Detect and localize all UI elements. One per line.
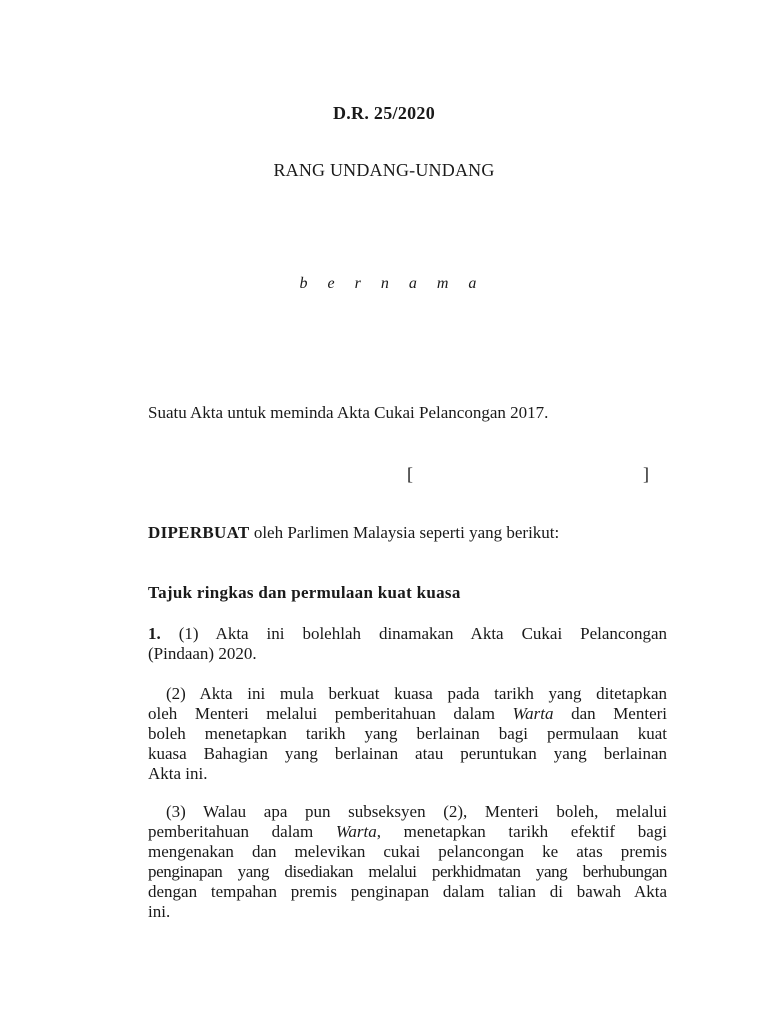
- enacting-rest: oleh Parlimen Malaysia seperti yang berikut:: [249, 523, 560, 542]
- close-bracket: ]: [643, 464, 649, 484]
- subsection-1-text: (1) Akta ini bolehlah dinamakan Akta Cukai Pelancongan: [160, 624, 667, 643]
- sub2-line-5: Akta ini.: [148, 764, 208, 783]
- section-number: 1.: [148, 624, 161, 643]
- sub2-line-1: (2) Akta ini mula berkuat kuasa pada tarikh yang ditetapkan: [166, 684, 667, 703]
- long-title: Suatu Akta untuk meminda Akta Cukai Pelancongan 2017.: [148, 403, 549, 422]
- warta-italic: Warta: [335, 822, 377, 841]
- sub3-line-5: dengan tempahan premis penginapan dalam talian di bawah Akta: [148, 882, 667, 901]
- sub2-line-2-a: oleh Menteri melalui pemberitahuan dalam: [148, 704, 513, 723]
- section-1-subsection-3: [148, 802, 667, 922]
- sub2-line-3: boleh menetapkan tarikh yang berlainan bagi permulaan kuat: [148, 724, 667, 743]
- section-heading: Tajuk ringkas dan permulaan kuat kuasa: [148, 583, 461, 602]
- sub3-line-4: penginapan yang disediakan melalui perkhidmatan yang berhubungan: [148, 862, 667, 881]
- bernama-label: b e r n a m a: [299, 275, 485, 292]
- warta-italic: Warta: [512, 704, 554, 723]
- bill-number: D.R. 25/2020: [332, 103, 436, 123]
- sub3-line-3: mengenakan dan melevikan cukai pelancongan ke atas premis: [148, 842, 667, 861]
- section-1-subsection-1: [148, 624, 667, 664]
- section-1-subsection-2: [148, 684, 667, 784]
- date-brackets: [407, 464, 649, 484]
- bill-type-heading: RANG UNDANG-UNDANG: [273, 160, 495, 180]
- sub3-line-1: (3) Walau apa pun subseksyen (2), Menteri boleh, melalui: [166, 802, 667, 821]
- sub2-line-4: kuasa Bahagian yang berlainan atau peruntukan yang berlainan: [148, 744, 667, 763]
- section-1-line-1: [148, 624, 667, 644]
- sub3-line-6: ini.: [148, 902, 171, 921]
- sub3-line-2-b: , menetapkan tarikh efektif bagi: [376, 822, 667, 841]
- open-bracket: [: [407, 464, 413, 484]
- enacting-clause: [148, 523, 667, 543]
- enacting-lead: DIPERBUAT: [148, 523, 250, 542]
- sub2-line-2-b: dan Menteri: [553, 704, 668, 723]
- sub3-line-2-a: pemberitahuan dalam: [148, 822, 336, 841]
- sub3-line-2: [148, 822, 667, 842]
- section-1-line-2: (Pindaan) 2020.: [148, 644, 257, 663]
- sub2-line-2: [148, 704, 667, 724]
